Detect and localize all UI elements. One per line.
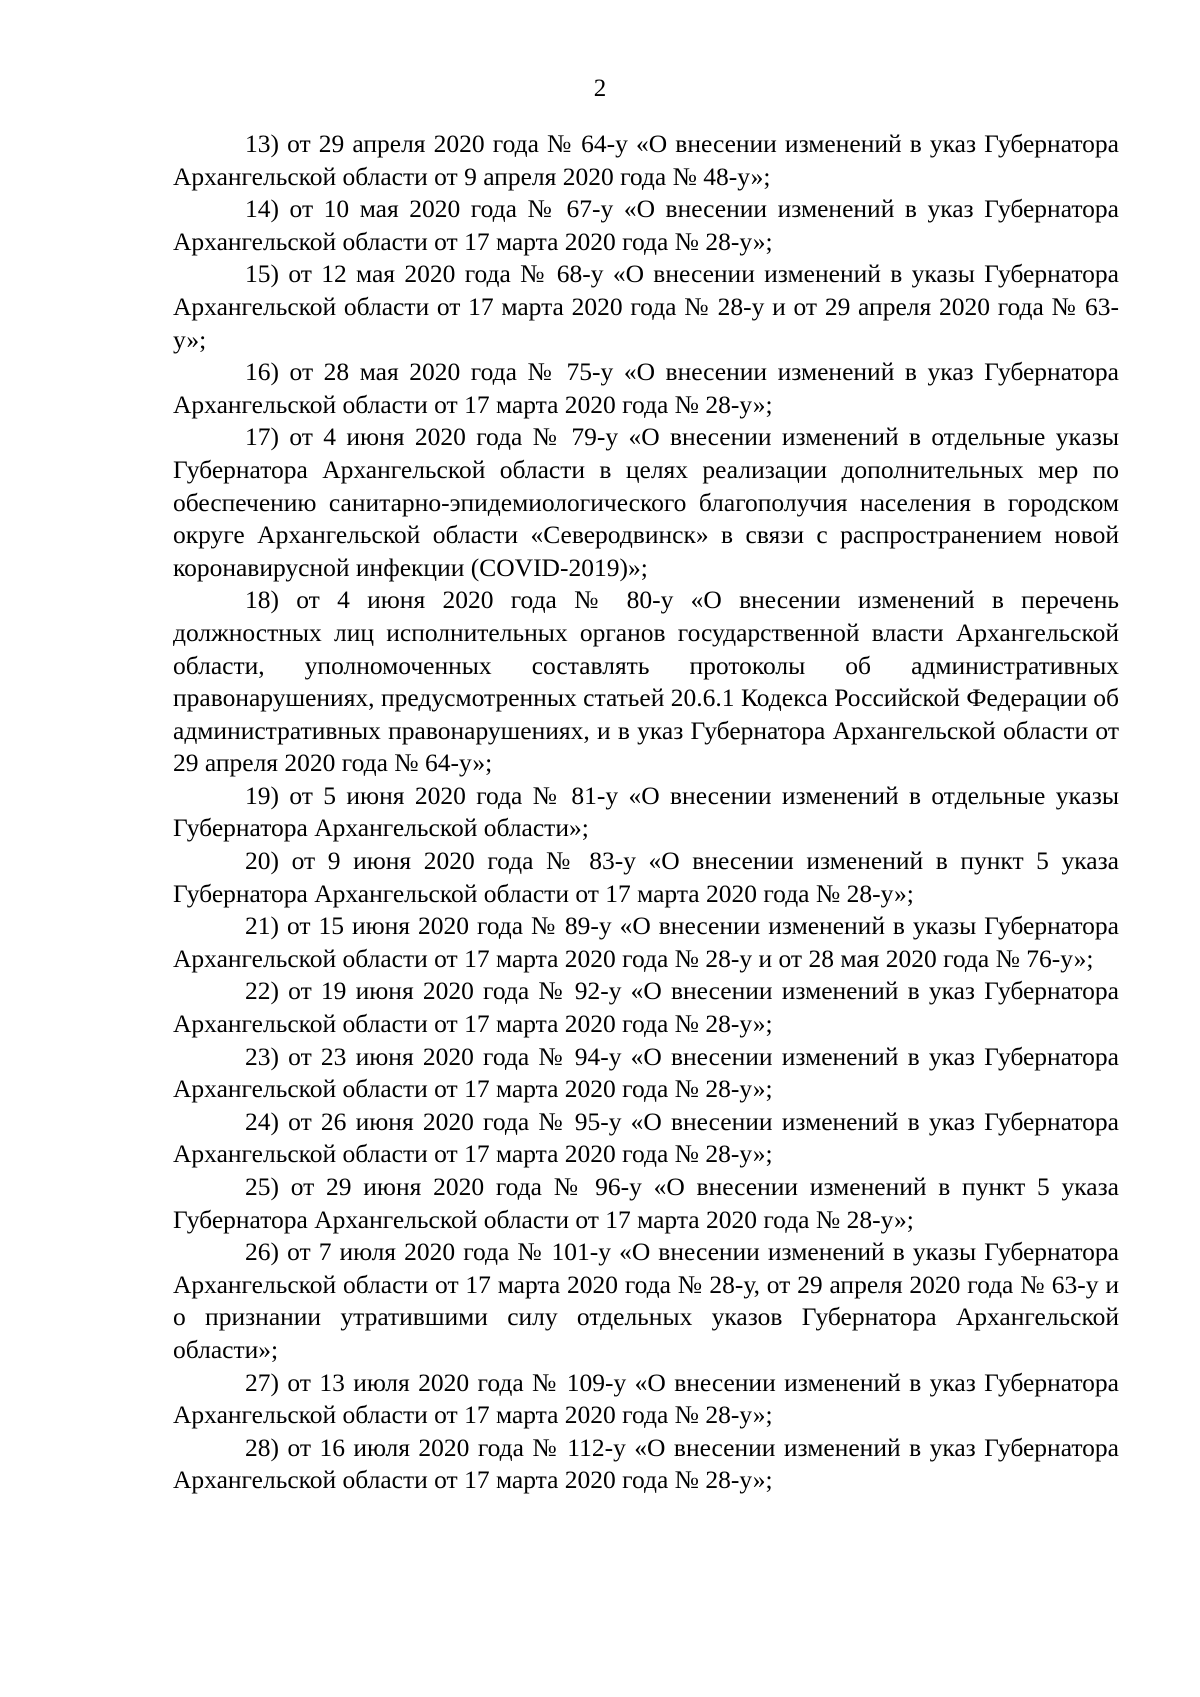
list-item: 13) от 29 апреля 2020 года № 64-у «О внесении изменений в указ Губернатора Архангельской области от 9 апреля 2020 года № 48-у»;: [173, 129, 1119, 191]
decree-list: [173, 128, 1119, 1497]
list-item: 26) от 7 июля 2020 года № 101-у «О внесении изменений в указы Губернатора Архангельской области от 17 марта 2020 года № 28-у, от 29 апреля 2020 года № 63-у и о признании утратившими силу отдельных указов Губернатора Архангельской области»;: [173, 1237, 1119, 1364]
list-item: 17) от 4 июня 2020 года № 79-у «О внесении изменений в отдельные указы Губернатора Архангельской области в целях реализации дополнительных мер по обеспечению санитарно-эпидемиологического благополучия населения в городском округе Архангельской области «Северодвинск» в связи с распространением новой коронавирусной инфекции (COVID-2019)»;: [173, 422, 1119, 582]
page-number: 2: [593, 75, 607, 102]
list-item: 23) от 23 июня 2020 года № 94-у «О внесении изменений в указ Губернатора Архангельской области от 17 марта 2020 года № 28-у»;: [173, 1041, 1119, 1104]
list-item: 16) от 28 мая 2020 года № 75-у «О внесении изменений в указ Губернатора Архангельской области от 17 марта 2020 года № 28-у»;: [173, 357, 1119, 419]
list-item: 24) от 26 июня 2020 года № 95-у «О внесении изменений в указ Губернатора Архангельской области от 17 марта 2020 года № 28-у»;: [173, 1106, 1119, 1169]
list-item: 20) от 9 июня 2020 года № 83-у «О внесении изменений в пункт 5 указа Губернатора Архангельской области от 17 марта 2020 года № 28-у»;: [173, 846, 1119, 908]
list-item: 28) от 16 июля 2020 года № 112-у «О внесении изменений в указ Губернатора Архангельской области от 17 марта 2020 года № 28-у»;: [173, 1432, 1119, 1495]
list-item: 15) от 12 мая 2020 года № 68-у «О внесении изменений в указы Губернатора Архангельской области от 17 марта 2020 года № 28-у и от 29 апреля 2020 года № 63-у»;: [173, 259, 1119, 354]
list-item: 14) от 10 мая 2020 года № 67-у «О внесении изменений в указ Губернатора Архангельской области от 17 марта 2020 года № 28-у»;: [173, 194, 1119, 256]
list-item: 22) от 19 июня 2020 года № 92-у «О внесении изменений в указ Губернатора Архангельской области от 17 марта 2020 года № 28-у»;: [173, 976, 1119, 1039]
list-item: 19) от 5 июня 2020 года № 81-у «О внесении изменений в отдельные указы Губернатора Архангельской области»;: [173, 780, 1119, 843]
list-item: 27) от 13 июля 2020 года № 109-у «О внесении изменений в указ Губернатора Архангельской области от 17 марта 2020 года № 28-у»;: [173, 1367, 1119, 1430]
list-item: 21) от 15 июня 2020 года № 89-у «О внесении изменений в указы Губернатора Архангельской области от 17 марта 2020 года № 28-у и от 28 мая 2020 года № 76-у»;: [173, 911, 1119, 973]
list-item: 18) от 4 июня 2020 года № 80-у «О внесении изменений в перечень должностных лиц исполнительных органов государственной власти Архангельской области, уполномоченных составлять протоколы об административных правонарушениях, предусмотренных статьей 20.6.1 Кодекса Российской Федерации об административных правонарушениях, и в указ Губернатора Архангельской области от 29 апреля 2020 года № 64-у»;: [173, 585, 1119, 778]
list-item: 25) от 29 июня 2020 года № 96-у «О внесении изменений в пункт 5 указа Губернатора Архангельской области от 17 марта 2020 года № 28-у»;: [173, 1172, 1119, 1234]
